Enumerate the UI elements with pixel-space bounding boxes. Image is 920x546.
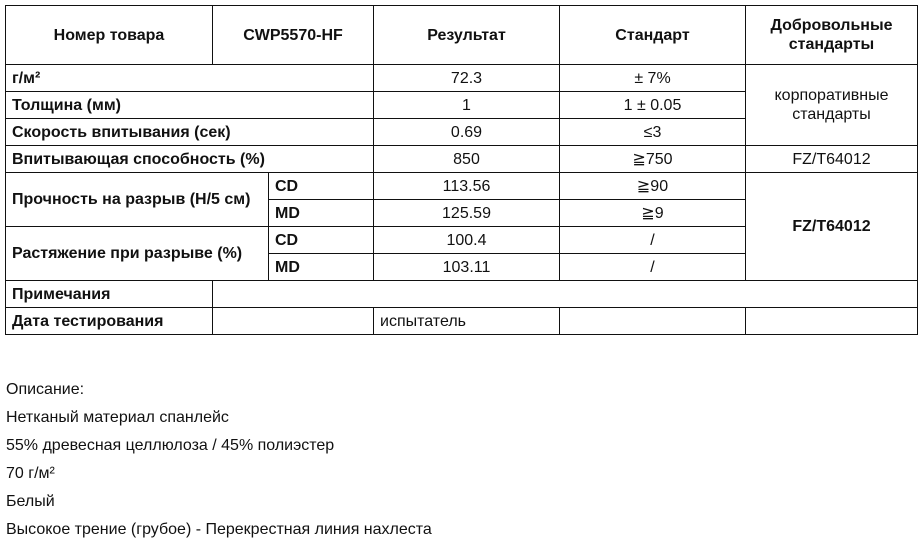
- direction-cd: CD: [269, 227, 374, 254]
- row-label-thickness: Толщина (мм): [6, 92, 374, 119]
- notes-value: [213, 281, 918, 308]
- tensile-strength-label: Прочность на разрыв (Н/5 см): [6, 173, 269, 227]
- corporate-standards-cell: корпоративные стандарты: [746, 65, 918, 146]
- direction-cd: CD: [269, 173, 374, 200]
- row-result: 125.59: [374, 200, 560, 227]
- row-standard: /: [560, 254, 746, 281]
- table-header-row: [6, 6, 918, 65]
- table-row: [6, 281, 918, 308]
- table-row: [6, 308, 918, 335]
- row-standard: ≧9: [560, 200, 746, 227]
- direction-md: MD: [269, 200, 374, 227]
- row-standard: ≧750: [560, 146, 746, 173]
- product-description: [6, 376, 432, 544]
- description-line: 70 г/м²: [6, 465, 55, 482]
- test-date-value: [213, 308, 374, 335]
- description-line: Высокое трение (грубое) - Перекрестная линия нахлеста: [6, 521, 432, 538]
- mechanical-voluntary-standard: FZ/T64012: [746, 173, 918, 281]
- row-result: 1: [374, 92, 560, 119]
- table-row: [6, 65, 918, 92]
- tester-extra: [746, 308, 918, 335]
- row-result: 103.11: [374, 254, 560, 281]
- notes-label: Примечания: [6, 281, 213, 308]
- row-standard: 1 ± 0.05: [560, 92, 746, 119]
- header-voluntary-standards: Добровольные стандарты: [746, 6, 918, 65]
- description-title: Описание:: [6, 381, 85, 398]
- table-row: [6, 173, 918, 200]
- direction-md: MD: [269, 254, 374, 281]
- row-result: 100.4: [374, 227, 560, 254]
- row-result: 72.3: [374, 65, 560, 92]
- description-line: Нетканый материал спанлейс: [6, 409, 229, 426]
- description-line: 55% древесная целлюлоза / 45% полиэстер: [6, 437, 335, 454]
- row-label-absorbency: Впитывающая способность (%): [6, 146, 374, 173]
- test-date-label: Дата тестирования: [6, 308, 213, 335]
- row-label-absorption-speed: Скорость впитывания (сек): [6, 119, 374, 146]
- tester-label: испытатель: [374, 308, 560, 335]
- header-product-code: CWP5570-HF: [213, 6, 374, 65]
- row-label-weight: г/м²: [6, 65, 374, 92]
- tester-value: [560, 308, 746, 335]
- header-standard: Стандарт: [560, 6, 746, 65]
- description-line: Белый: [6, 493, 55, 510]
- row-result: 0.69: [374, 119, 560, 146]
- specification-table: [5, 5, 918, 335]
- row-result: 113.56: [374, 173, 560, 200]
- header-result: Результат: [374, 6, 560, 65]
- table-row: [6, 146, 918, 173]
- row-result: 850: [374, 146, 560, 173]
- row-standard: ± 7%: [560, 65, 746, 92]
- row-standard: ≧90: [560, 173, 746, 200]
- row-standard: ≤3: [560, 119, 746, 146]
- header-product-number: Номер товара: [6, 6, 213, 65]
- row-standard: /: [560, 227, 746, 254]
- row-voluntary: FZ/T64012: [746, 146, 918, 173]
- elongation-label: Растяжение при разрыве (%): [6, 227, 269, 281]
